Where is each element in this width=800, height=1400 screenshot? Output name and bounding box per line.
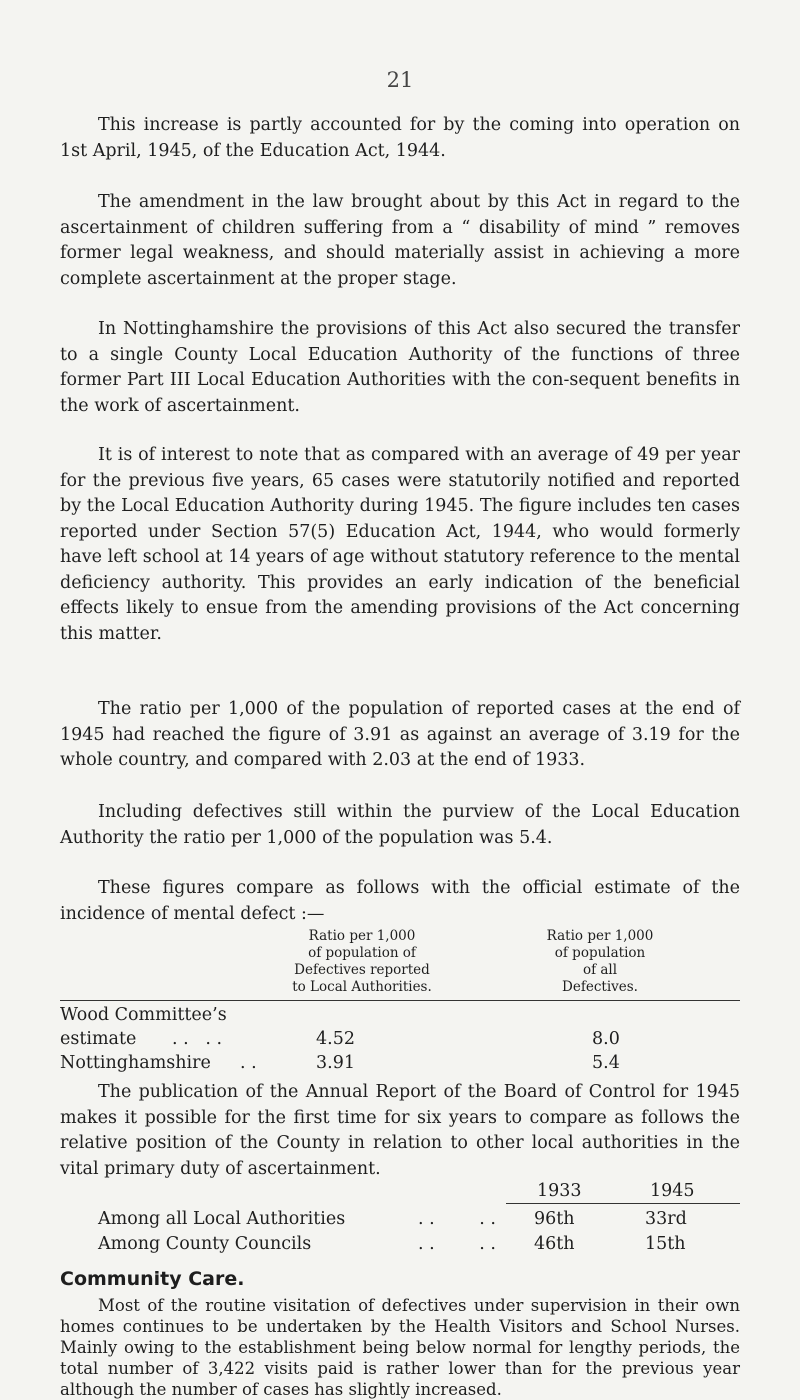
table1-row1-leader: . . . . — [172, 1029, 223, 1049]
table2-row2-value1933: 46th — [534, 1234, 575, 1254]
table1-row2-value1: 3.91 — [316, 1053, 355, 1073]
table2-header-1933: 1933 — [537, 1181, 582, 1201]
table2-header-1945: 1945 — [650, 1181, 695, 1201]
paragraph-8: The publication of the Annual Report of the Board of Control for 1945 makes it possible for the first time for six years to compare as follows the relative position of the County in relation to other local authorities in the vital primary duty of ascertainment. — [60, 1082, 740, 1179]
section-heading: Community Care. — [60, 1268, 245, 1290]
table1-row2-label: Nottinghamshire — [60, 1053, 211, 1073]
paragraph-2: The amendment in the law brought about by this Act in regard to the ascertainment of children suffering from a “ disability of mind ” removes former legal weakness, and should materially assist in achieving a more complete ascertainment at the proper stage. — [60, 192, 740, 289]
table1-row2-leader: . . — [240, 1053, 257, 1073]
table2-row2-value1945: 15th — [645, 1234, 686, 1254]
paragraph-1: This increase is partly accounted for by the coming into operation on 1st April, 1945, of the Education Act, 1944. — [60, 115, 740, 161]
paragraph-7: These figures compare as follows with the official estimate of the incidence of mental defect :— — [60, 878, 740, 924]
table2-row2-leader: . . . . — [418, 1234, 496, 1254]
table2-row1-value1945: 33rd — [645, 1209, 687, 1229]
table2-row1-value1933: 96th — [534, 1209, 575, 1229]
paragraph-3: In Nottinghamshire the provisions of this Act also secured the transfer to a single County Local Education Authority of the functions of three former Part III Local Education Authorities with the con-sequent benefits in the work of ascertainment. — [60, 319, 740, 416]
table2-row1-label: Among all Local Authorities — [98, 1209, 346, 1229]
table1-row1-label: Wood Committee’s — [60, 1005, 227, 1025]
table1-header-all: Ratio per 1,000 of population of all Defectives. — [546, 928, 654, 995]
table1-row1-value1: 4.52 — [316, 1029, 355, 1049]
paragraph-4: It is of interest to note that as compared with an average of 49 per year for the previous five years, 65 cases were statutorily notified and reported by the Local Education Authority during 1945. The figure includes ten cases reported under Section 57(5) Education Act, 1944, who would formerly have left school at 14 years of age without statutory reference to the mental deficiency authority. This provides an early indication of the beneficial effects likely to ensue from the amending provisions of the Act concerning this matter. — [60, 445, 740, 644]
table1-rule — [60, 1000, 740, 1001]
table1-row2-value2: 5.4 — [592, 1053, 620, 1073]
paragraph-6: Including defectives still within the purview of the Local Education Authority the ratio per 1,000 of the population was 5.4. — [60, 802, 740, 848]
paragraph-5: The ratio per 1,000 of the population of reported cases at the end of 1945 had reached the figure of 3.91 as against an average of 3.19 for the whole country, and compared with 2.03 at the end of 1933. — [60, 699, 740, 770]
table1-row1-label-cont: estimate — [60, 1029, 137, 1049]
table1-row1-value2: 8.0 — [592, 1029, 620, 1049]
page-number: 21 — [386, 68, 414, 92]
paragraph-community-care: Most of the routine visitation of defectives under supervision in their own homes continues to be undertaken by the Health Visitors and School Nurses. Mainly owing to the establishment being below normal for lengthy periods, the total number of 3,422 visits paid is rather lower than for the previous year although the number of cases has slightly increased. — [60, 1296, 740, 1399]
table2-row2-label: Among County Councils — [98, 1234, 312, 1254]
table1-header-reported: Ratio per 1,000 of population of Defectives reported to Local Authorities. — [292, 928, 432, 995]
table2-row1-leader: . . . . — [418, 1209, 496, 1229]
table2-rule — [506, 1203, 740, 1204]
